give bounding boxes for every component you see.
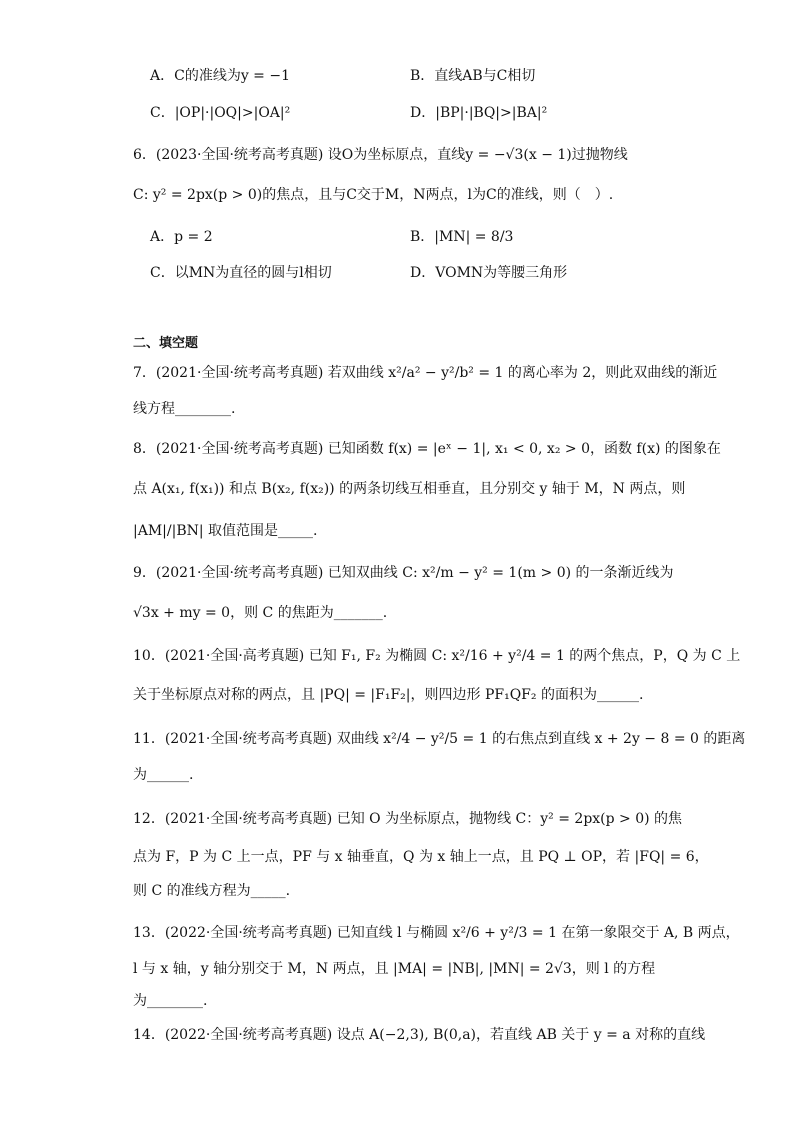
q10-line-1: 10．(2021·全国·高考真题) 已知 F₁, F₂ 为椭圆 C: x²/16 + y²/4 = 1 的两个焦点，P，Q 为 C 上	[133, 648, 741, 664]
q8-line-2: 点 A(x₁, f(x₁)) 和点 B(x₂, f(x₂)) 的两条切线互相垂直，且分别交 y 轴于 M，N 两点，则	[133, 481, 686, 497]
q5-option-c: C．|OP|·|OQ|>|OA|²	[150, 105, 291, 121]
q8-line-3: |AM|/|BN| 取值范围是_____.	[133, 523, 318, 539]
q13-line-1: 13．(2022·全国·统考高考真题) 已知直线 l 与椭圆 x²/6 + y²/3 = 1 在第一象限交于 A, B 两点，	[133, 925, 740, 941]
q6-option-d: D．VOMN为等腰三角形	[410, 265, 568, 281]
q6-option-b: B．|MN| = 8/3	[410, 229, 514, 245]
q6-line-1: 6．(2023·全国·统考高考真题) 设O为坐标原点，直线y = −√3(x − 1)过抛物线	[133, 147, 628, 163]
q12-line-2: 点为 F，P 为 C 上一点，PF 与 x 轴垂直，Q 为 x 轴上一点，且 PQ ⊥ OP，若 |FQ| = 6，	[133, 849, 709, 865]
q6-line-2: C: y² = 2px(p > 0)的焦点，且与C交于M，N两点，l为C的准线，则（ ）.	[133, 187, 614, 203]
q8-line-1: 8．(2021·全国·统考高考真题) 已知函数 f(x) = |eˣ − 1|, x₁ < 0, x₂ > 0，函数 f(x) 的图象在	[133, 441, 721, 457]
q9-line-2: √3x + my = 0，则 C 的焦距为_______.	[133, 605, 388, 621]
q14-line-1: 14．(2022·全国·统考高考真题) 设点 A(−2,3), B(0,a)，若直线 AB 关于 y = a 对称的直线	[133, 1027, 706, 1043]
q12-line-3: 则 C 的准线方程为_____.	[133, 883, 291, 899]
q13-line-2: l 与 x 轴，y 轴分别交于 M，N 两点，且 |MA| = |NB|, |MN| = 2√3，则 l 的方程	[133, 961, 656, 977]
q12-line-1: 12．(2021·全国·统考高考真题) 已知 O 为坐标原点，抛物线 C：y² = 2px(p > 0) 的焦	[133, 811, 683, 827]
q9-line-1: 9．(2021·全国·统考高考真题) 已知双曲线 C: x²/m − y² = 1(m > 0) 的一条渐近线为	[133, 565, 674, 581]
q5-option-b: B．直线AB与C相切	[410, 68, 536, 84]
q7-line-1: 7．(2021·全国·统考高考真题) 若双曲线 x²/a² − y²/b² = 1 的离心率为 2，则此双曲线的渐近	[133, 365, 718, 381]
q6-option-a: A．p = 2	[150, 229, 213, 245]
q13-line-3: 为________.	[133, 993, 208, 1009]
q10-line-2: 关于坐标原点对称的两点，且 |PQ| = |F₁F₂|，则四边形 PF₁QF₂ 的面积为______.	[133, 687, 644, 703]
q7-line-2: 线方程________.	[133, 401, 236, 417]
q5-option-d: D．|BP|·|BQ|>|BA|²	[410, 105, 548, 121]
q6-option-c: C．以MN为直径的圆与l相切	[150, 265, 332, 281]
section-title: 二、填空题	[133, 336, 199, 351]
q11-line-2: 为______.	[133, 767, 194, 783]
q5-option-a: A．C的准线为y = −1	[150, 68, 290, 84]
q11-line-1: 11．(2021·全国·统考高考真题) 双曲线 x²/4 − y²/5 = 1 的右焦点到直线 x + 2y − 8 = 0 的距离	[133, 731, 746, 747]
